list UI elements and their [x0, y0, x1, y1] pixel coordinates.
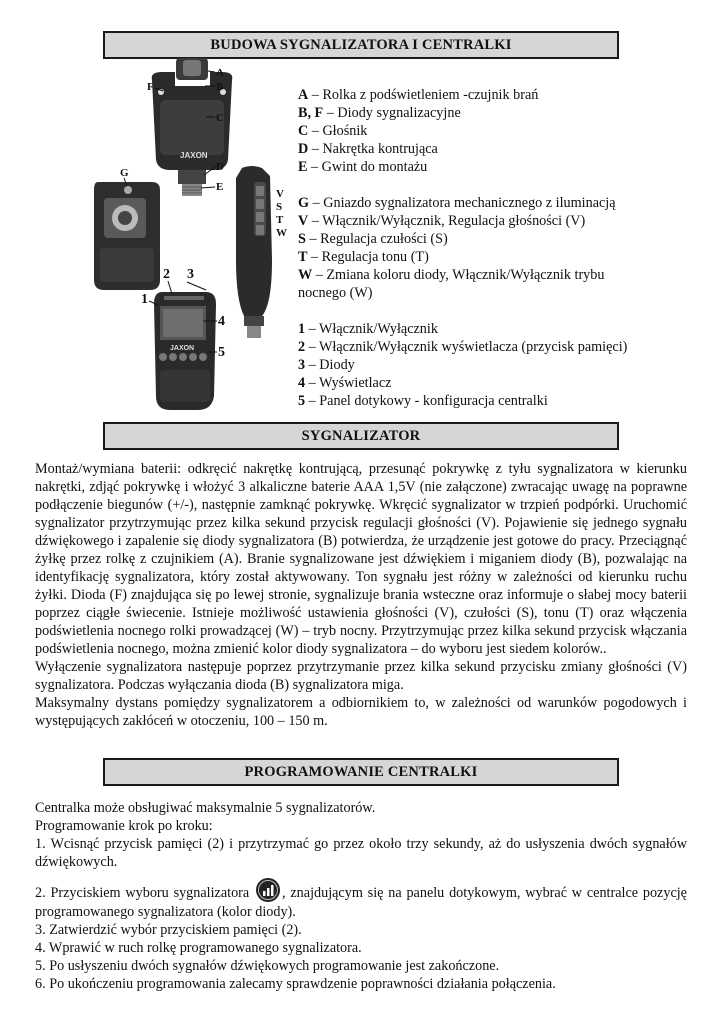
legend-item-a: A – Rolka z podświetleniem -czujnik brań — [298, 87, 539, 103]
label-e: E — [216, 181, 224, 193]
legend-item-t: T – Regulacja tonu (T) — [298, 249, 429, 265]
label-t: T — [276, 214, 284, 226]
legend-item-d: D – Nakrętka kontrująca — [298, 141, 438, 157]
programming-subtitle: Programowanie krok po kroku: — [35, 818, 213, 834]
legend-item-e: E – Gwint do montażu — [298, 159, 428, 175]
legend-item-4: 4 – Wyświetlacz — [298, 375, 392, 391]
label-f: F — [147, 81, 154, 93]
paragraph-dystans: Maksymalny dystans pomiędzy sygnalizatorem a odbiornikiem to, w zależności od warunków pogodowych i występujących zakłóceń w otoczeniu, 100 – 150 m. — [35, 695, 687, 729]
label-d: D — [216, 161, 224, 173]
label-w: W — [276, 227, 287, 239]
step-6: 6. Po ukończeniu programowania zalecamy sprawdzenie poprawności działania połączenia. — [35, 976, 556, 992]
paragraph-montaz: Montaż/wymiana baterii: odkręcić nakrętkę kontrującą, przesunąć pokrywkę z tyłu sygnalizatora w kierunku nakrętki, zdjąć pokrywkę i włożyć 3 alkaliczne baterie AAA 1,5V (nie załączone) zwracając uwagę na poprawne podłączenie biegunów (+/-), następnie zamknąć pokrywkę. Wkręcić sygnalizator w trzpień podpórki. Uruchomić sygnalizator przytrzymując przez kilka sekund przycisk regulacji głośności (V). Pojawienie się jednego sygnału dźwiękowego i zapalenie się diody sygnalizatora (B) potwierdza, że urządzenie jest gotowe do pracy. Przeciągnąć żyłkę przez rolkę z czujnikiem (A). Branie sygnalizowane jest dźwiękiem i miganiem diody (B), pozwalając na identyfikację sygnalizatora, który został aktywowany. Ton sygnału jest różny w zależności od kierunku ruchu żyłki. Dioda (F) znajdująca się po lewej stronie, sygnalizuje brania wsteczne oraz informuje o słabej mocy baterii poprzez ciągłe świecenie. Istnieje możliwość ustawienia głośności (V), czułości (S), tonu (T) oraz włączenia podświetlenia nocnego rolki prowadzącej (W) – tryb nocny. Przytrzymując przez kilka sekund przycisk włączania podświetlenia nocnego, można zmienić kolor diody sygnalizatora – do wyboru jest siedem kolorów.. — [35, 461, 687, 657]
legend-item-5: 5 – Panel dotykowy - konfiguracja centralki — [298, 393, 548, 409]
section-header-sygnalizator: SYGNALIZATOR — [103, 422, 619, 450]
label-a: A — [216, 67, 224, 79]
step-1: 1. Wcisnąć przycisk pamięci (2) i przytrzymać go przez około trzy sekundy, aż do usłyszenia dwóch sygnałów dźwiękowych. — [35, 836, 687, 870]
programming-intro: Centralka może obsługiwać maksymalnie 5 sygnalizatorów. — [35, 800, 376, 816]
legend-item-v: V – Włącznik/Wyłącznik, Regulacja głośności (V) — [298, 213, 586, 229]
legend-item-1: 1 – Włącznik/Wyłącznik — [298, 321, 438, 337]
sygnalizator-description — [35, 460, 687, 730]
label-s: S — [276, 201, 283, 213]
paragraph-wylaczenie: Wyłączenie sygnalizatora następuje poprzez przytrzymanie przez kilka sekund przycisku zmiany głośności (V) sygnalizatora. Podczas wyłączania dioda (B) sygnalizatora miga. — [35, 659, 687, 693]
legend-item-3: 3 – Diody — [298, 357, 355, 373]
programming-steps — [35, 799, 687, 993]
label-c: C — [216, 112, 224, 124]
label-1: 1 — [141, 292, 148, 307]
legend-item-2: 2 – Włącznik/Wyłącznik wyświetlacza (przycisk pamięci) — [298, 339, 628, 355]
brand-logo-alarm: JAXON — [180, 151, 208, 160]
label-5: 5 — [218, 345, 225, 360]
legend-item-bf: B, F – Diody sygnalizacyjne — [298, 105, 461, 121]
label-3: 3 — [187, 267, 194, 282]
device-diagram — [0, 0, 300, 415]
label-4: 4 — [218, 314, 225, 329]
receiver-back-image — [94, 167, 160, 290]
step-3: 3. Zatwierdzić wybór przyciskiem pamięci (2). — [35, 922, 302, 938]
label-b: B — [216, 81, 224, 93]
bite-alarm-side-image — [236, 166, 287, 338]
step-5: 5. Po usłyszeniu dwóch sygnałów dźwiękowych programowanie jest zakończone. — [35, 958, 500, 974]
legend-item-w-cont: nocnego (W) — [298, 285, 373, 301]
legend-item-w: W – Zmiana koloru diody, Włącznik/Wyłącznik trybu — [298, 267, 605, 283]
step-2: 2. Przyciskiem wyboru sygnalizatora , znajdującym się na panelu dotykowym, wybrać w centralce pozycję programowanego sygnalizatora (kolor diody). — [35, 877, 687, 921]
label-2: 2 — [163, 267, 170, 282]
legend-item-g: G – Gniazdo sygnalizatora mechanicznego z iluminacją — [298, 195, 616, 211]
signal-bars-icon — [255, 877, 281, 903]
section-header-budowa: BUDOWA SYGNALIZATORA I CENTRALKI — [103, 31, 619, 59]
brand-logo-receiver: JAXON — [170, 345, 195, 352]
step-4: 4. Wprawić w ruch rolkę programowanego sygnalizatora. — [35, 940, 362, 956]
parts-legend — [298, 86, 698, 410]
legend-item-s: S – Regulacja czułości (S) — [298, 231, 448, 247]
section-header-programowanie: PROGRAMOWANIE CENTRALKI — [103, 758, 619, 786]
legend-item-c: C – Głośnik — [298, 123, 368, 139]
label-v: V — [276, 188, 284, 200]
label-g: G — [120, 167, 129, 179]
